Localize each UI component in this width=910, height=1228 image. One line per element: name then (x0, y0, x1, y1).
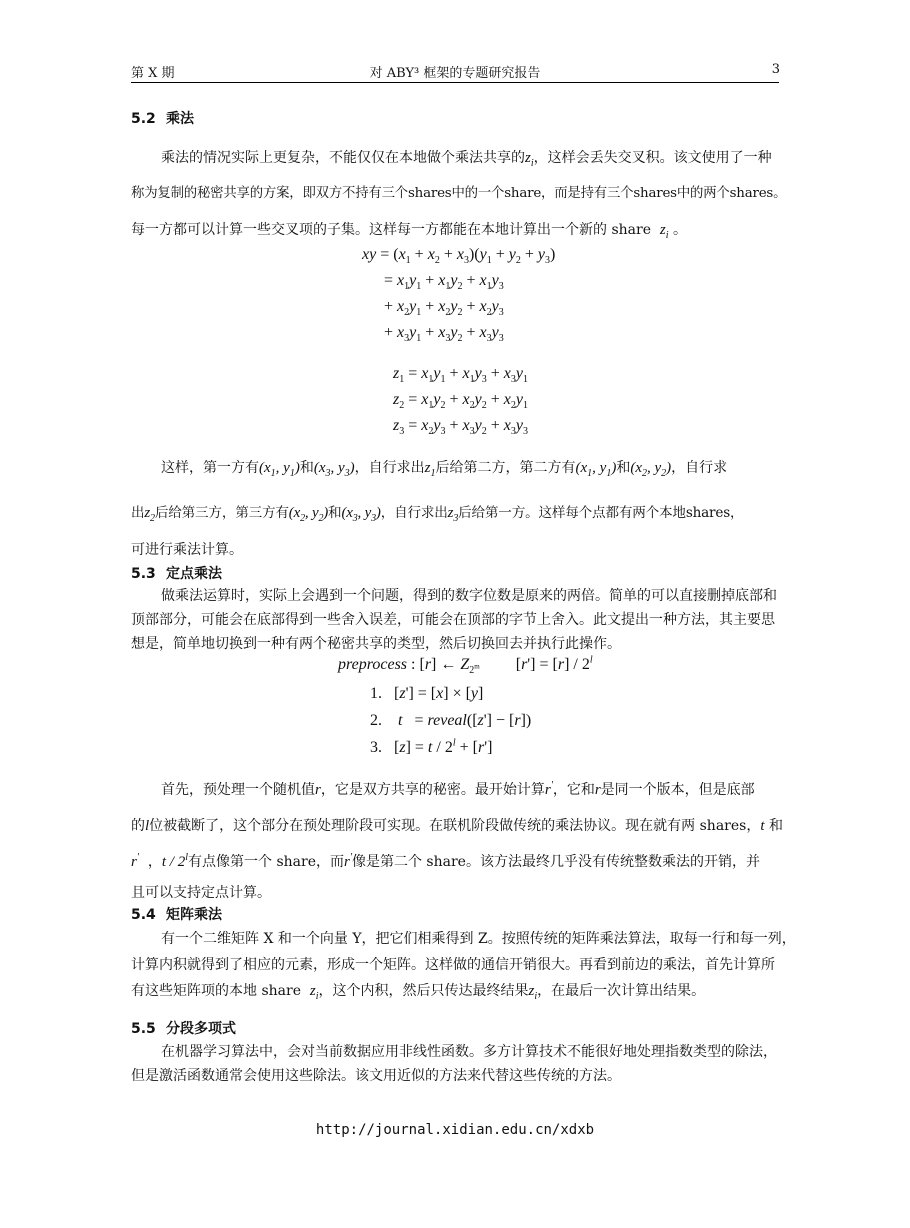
math-z1: $z_1$ (424, 460, 436, 479)
math-z2: $z_2$ (144, 505, 155, 524)
text-run: 每一方都可以计算一些交叉项的子集。这样每一方都能在本地计算出一个新的 share (131, 222, 651, 238)
text-run: 出 (131, 505, 145, 521)
text-run: 像是第二个 share。该方法最终几乎没有传统整数乘法的开销，并 (351, 854, 760, 870)
text-run: 是同一个版本，但是底部 (600, 782, 755, 798)
math-t: t (760, 818, 765, 834)
math-z-i: $z_i$ (528, 983, 538, 1002)
text-run: 。 (672, 222, 687, 238)
text-run: ，它是双方共享的秘密。最开始计算 (320, 782, 545, 798)
text-line: 且可以支持定点计算。 (131, 885, 271, 901)
paragraph-piecewise-polynomial (131, 1040, 779, 1088)
text-run: 和 (616, 460, 631, 476)
math-pair-x1-y1: ($x_1$, $y_1$) (259, 460, 300, 479)
equation-xy-expansion-1: xy = $(x_1 + x_2 + x_3)(y_1 + y_2 + y_3)$ (362, 246, 556, 267)
text-line: 计算内积就得到了相应的元素，形成一个矩阵。这样做的通信开销很大。再看到前边的乘法，首先计算所 (131, 957, 775, 973)
text-run: 和 (328, 505, 342, 521)
math-z3: $z_3$ (447, 505, 459, 524)
text-run: ，自行求出 (380, 505, 448, 521)
math-r-prime: r' (344, 852, 352, 870)
section-heading-5-4 (131, 904, 222, 924)
math-r-prime: r' (544, 780, 553, 798)
text-line: 称为复制的秘密共享的方案，即双方不持有三个shares中的一个share，而是持有三个shares中的两个shares。 (131, 186, 787, 201)
text-run: 位被截断了，这个部分在预处理阶段可实现。在联机阶段做传统的乘法协议。现在就有两 shares， (149, 818, 761, 834)
math-pair-x2-y2: ($x_2$, $y_2$) (288, 505, 329, 524)
text-line (131, 212, 779, 248)
paragraph-matrix-multiplication (131, 926, 796, 1004)
text-run: ，这个内积，然后只传达最终结果 (318, 983, 529, 999)
text-line (131, 978, 779, 1004)
text-run: 有点像第一个 share，而 (188, 854, 344, 870)
text-run: 的 (131, 818, 145, 834)
text-run: ，这样会丢失交叉积。该文使用了一种 (533, 150, 772, 166)
section-heading-5-2 (131, 108, 194, 128)
text-run: ，它和 (552, 782, 595, 798)
paragraph-truncation (131, 772, 783, 906)
equation-z3: $z_3 = x_2y_3 + x_3y_2 + x_3y_3$ (393, 417, 528, 438)
equation-step-3: 3. $[z] = t / 2^l + [r']$ (370, 737, 493, 756)
section-number: 5.2 (131, 111, 156, 127)
text-run: 乘法的情况实际上更复杂，不能仅仅在本地做个乘法共享的 (161, 150, 525, 166)
math-pair-x1-y1: ($x_1$, $y_1$) (575, 460, 617, 479)
math-z-i: $z_i$ (659, 222, 669, 241)
section-title: 定点乘法 (166, 566, 222, 582)
math-l: l (145, 818, 150, 834)
equation-xy-expansion-4: + $x_3y_1 + x_3y_2 + x_3y_3$ (384, 324, 504, 345)
text-run: 后给第二方，第二方有 (435, 460, 576, 476)
math-pair-x2-y2: ($x_2$, $y_2$) (630, 460, 672, 479)
section-title: 矩阵乘法 (166, 907, 222, 923)
text-line: 在机器学习算法中，会对当前数据应用非线性函数。多方计算技术不能很好地处理指数类型的除法， (161, 1044, 777, 1060)
text-line: 顶部部分，可能会在底部得到一些舍入误差，可能会在顶部的字节上舍入。此文提出一种方法，其主要思 (131, 612, 775, 628)
paragraph-multiplication (131, 140, 787, 248)
text-line (131, 455, 779, 481)
section-number: 5.3 (131, 566, 156, 582)
footer-journal-url: http://journal.xidian.edu.cn/xdxb (315, 1122, 595, 1138)
equation-z1: $z_1 = x_1y_1 + x_1y_3 + x_3y_1$ (393, 365, 528, 386)
text-line: 想是，简单地切换到一种有两个秘密共享的类型，然后切换回去并执行此操作。 (131, 636, 621, 652)
text-line: 有一个二维矩阵 X 和一个向量 Y，把它们相乘得到 Z。按照传统的矩阵乘法算法，取每一行和每一列， (161, 931, 796, 947)
section-title: 分段多项式 (166, 1021, 236, 1037)
math-pair-x3-y3: ($x_3$, $y_3$) (341, 505, 381, 524)
text-run: 这样，第一方有 (161, 460, 259, 476)
section-number: 5.5 (131, 1021, 156, 1037)
text-line: 可进行乘法计算。 (131, 542, 243, 558)
text-run: ，自行求 (671, 460, 728, 476)
math-r-prime: r' (131, 852, 139, 870)
math-r: r (594, 782, 601, 798)
paragraph-share-distribution-end (131, 538, 779, 562)
math-z-i: $z_i$ (525, 150, 534, 169)
equation-step-2: 2. t = reveal([z'] − [r]) (370, 712, 532, 729)
math-pair-x3-y3: ($x_3$, $y_3$) (313, 460, 355, 479)
section-title: 乘法 (166, 111, 194, 127)
text-line (131, 808, 783, 844)
text-line (131, 772, 779, 808)
equation-z2: $z_2 = x_1y_2 + x_2y_2 + x_2y_1$ (393, 391, 528, 412)
section-heading-5-3 (131, 563, 222, 583)
text-run: 后给第三方，第三方有 (154, 505, 289, 521)
running-header-issue: 第 X 期 (131, 66, 175, 81)
paragraph-fixed-point (131, 584, 779, 656)
text-run: ，在最后一次计算出结果。 (537, 983, 706, 999)
text-line (131, 140, 779, 176)
text-run: 和 (299, 460, 314, 476)
page-number: 3 (771, 62, 780, 77)
equation-step-1: 1. [z'] = [x] × [y] (370, 685, 484, 702)
text-line: r' ，t / 2$^l$有点像第一个 share，而r'像是第二个 share。该方法最终几乎没有传统整数乘法的开销，并 (131, 852, 760, 870)
running-header-title: 对 ABY³ 框架的专题研究报告 (369, 66, 541, 81)
paragraph-share-distribution (131, 455, 779, 481)
paragraph-share-distribution-cont (131, 500, 779, 526)
math-r: r (315, 782, 321, 798)
equation-xy-expansion-2: = $x_1y_1 + x_1y_2 + x_1y_3$ (384, 272, 504, 293)
text-line (131, 500, 779, 526)
equation-preprocess: preprocess : [r] ← $Z_{2^m}$ [r'] = [r] / 2$^l$ (338, 654, 593, 677)
text-run: 首先，预处理一个随机值 (161, 782, 315, 798)
equation-xy-expansion-3: + $x_2y_1 + x_2y_2 + x_2y_3$ (384, 298, 504, 319)
section-heading-5-5 (131, 1018, 236, 1038)
text-run: ，自行求出 (354, 460, 425, 476)
text-line: 做乘法运算时，实际上会遇到一个问题，得到的数字位数是原来的两倍。简单的可以直接删掉底部和 (161, 588, 777, 604)
text-run: 和 (768, 818, 783, 834)
text-run: 后给第一方。这样每个点都有两个本地shares， (458, 505, 744, 521)
section-number: 5.4 (131, 907, 156, 923)
math-z-i: $z_i$ (309, 983, 319, 1002)
header-rule (131, 82, 779, 83)
text-line: 但是激活函数通常会使用这些除法。该文用近似的方法来代替这些传统的方法。 (131, 1068, 621, 1084)
math-t-over-2l: t / 2$^l$ (161, 852, 189, 870)
text-run: 有这些矩阵项的本地 share (131, 983, 301, 999)
